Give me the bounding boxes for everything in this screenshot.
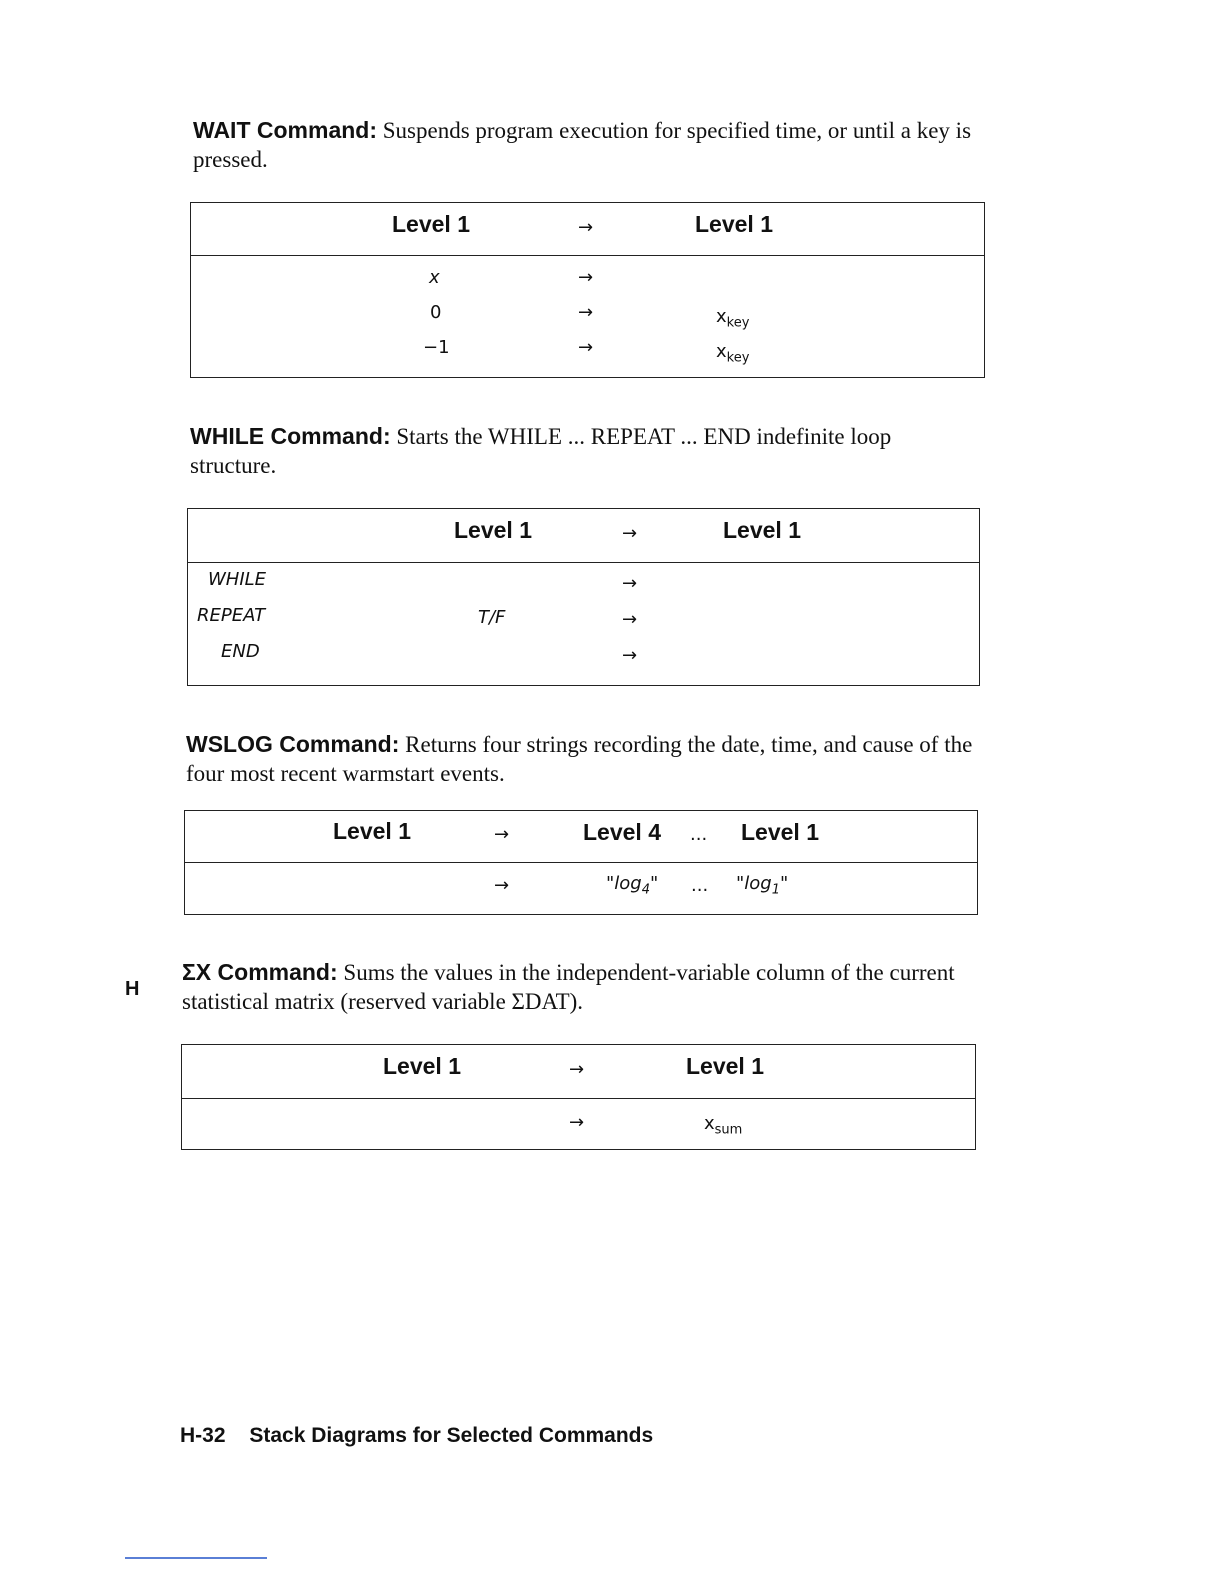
- command-name: WHILE Command:: [190, 423, 391, 449]
- header-level-in: Level 1: [333, 818, 411, 844]
- row-2-keyword: REPEAT: [197, 605, 266, 626]
- row-2-arrow: →: [622, 609, 638, 630]
- row-1-ellipsis: ...: [691, 875, 709, 896]
- header-level-in: Level 1: [392, 211, 470, 237]
- footer-title: Stack Diagrams for Selected Commands: [249, 1424, 654, 1447]
- while-stack-table: [187, 508, 980, 686]
- wait-heading: [193, 116, 993, 174]
- row-2-input: 0: [430, 302, 442, 323]
- table-header: [191, 203, 984, 256]
- header-level-out: Level 1: [723, 517, 801, 543]
- command-name: WSLOG Command:: [186, 731, 400, 757]
- bottom-rule: [125, 1557, 267, 1559]
- row-1-log4: "$\log_4$": [606, 873, 659, 898]
- header-arrow: →: [569, 1059, 585, 1080]
- table-header: [185, 811, 977, 863]
- table-header: [188, 509, 979, 563]
- row-3-input: −1: [423, 337, 450, 358]
- margin-tab-letter: H: [125, 978, 140, 1000]
- sigma-x-stack-table: [181, 1044, 976, 1150]
- row-1-log1: "$\log_1$": [736, 873, 789, 898]
- wslog-stack-table: [184, 810, 978, 915]
- row-1-arrow: →: [569, 1112, 585, 1133]
- row-3-output: $x_{key}$: [716, 341, 750, 366]
- header-level-1: Level 1: [741, 819, 819, 845]
- header-ellipsis: ...: [690, 824, 708, 845]
- row-1-arrow: →: [622, 573, 638, 594]
- header-level-in: Level 1: [454, 517, 532, 543]
- header-arrow: →: [622, 523, 638, 544]
- row-1-input: x: [429, 267, 440, 288]
- table-header: [182, 1045, 975, 1099]
- row-1-output: $x_{sum}$: [704, 1113, 743, 1138]
- header-arrow: →: [494, 824, 510, 845]
- while-heading: [190, 422, 910, 480]
- wslog-heading: [186, 730, 976, 788]
- header-level-out: Level 1: [695, 211, 773, 237]
- row-2-output: $x_{key}$: [716, 306, 750, 331]
- row-3-keyword: END: [221, 641, 260, 662]
- row-3-arrow: →: [622, 645, 638, 666]
- sigma-x-heading: [182, 958, 972, 1016]
- header-arrow: →: [578, 217, 594, 238]
- command-description: Suspends program execution for specified time, or until a key is pressed.: [193, 118, 972, 172]
- command-description: Starts the WHILE ... REPEAT ... END indefinite loop structure.: [190, 424, 892, 478]
- row-2-arrow: →: [578, 302, 594, 323]
- row-1-arrow: →: [578, 267, 594, 288]
- row-1-arrow: →: [494, 875, 510, 896]
- command-name: WAIT Command:: [193, 117, 377, 143]
- command-description: Sums the values in the independent-variable column of the current statistical matrix (reserved variable ΣDAT).: [182, 960, 955, 1014]
- header-level-4: Level 4: [583, 819, 661, 845]
- header-level-out: Level 1: [686, 1053, 764, 1079]
- wait-stack-table: [190, 202, 985, 378]
- command-name: ΣX Command:: [182, 959, 338, 985]
- page-footer: [180, 1424, 653, 1448]
- row-3-arrow: →: [578, 337, 594, 358]
- row-1-keyword: WHILE: [208, 569, 267, 590]
- header-level-in: Level 1: [383, 1053, 461, 1079]
- command-description: Returns four strings recording the date, time, and cause of the four most recent warmstart events.: [186, 732, 973, 786]
- row-2-input: T/F: [478, 607, 506, 628]
- page-number: H-32: [180, 1424, 226, 1447]
